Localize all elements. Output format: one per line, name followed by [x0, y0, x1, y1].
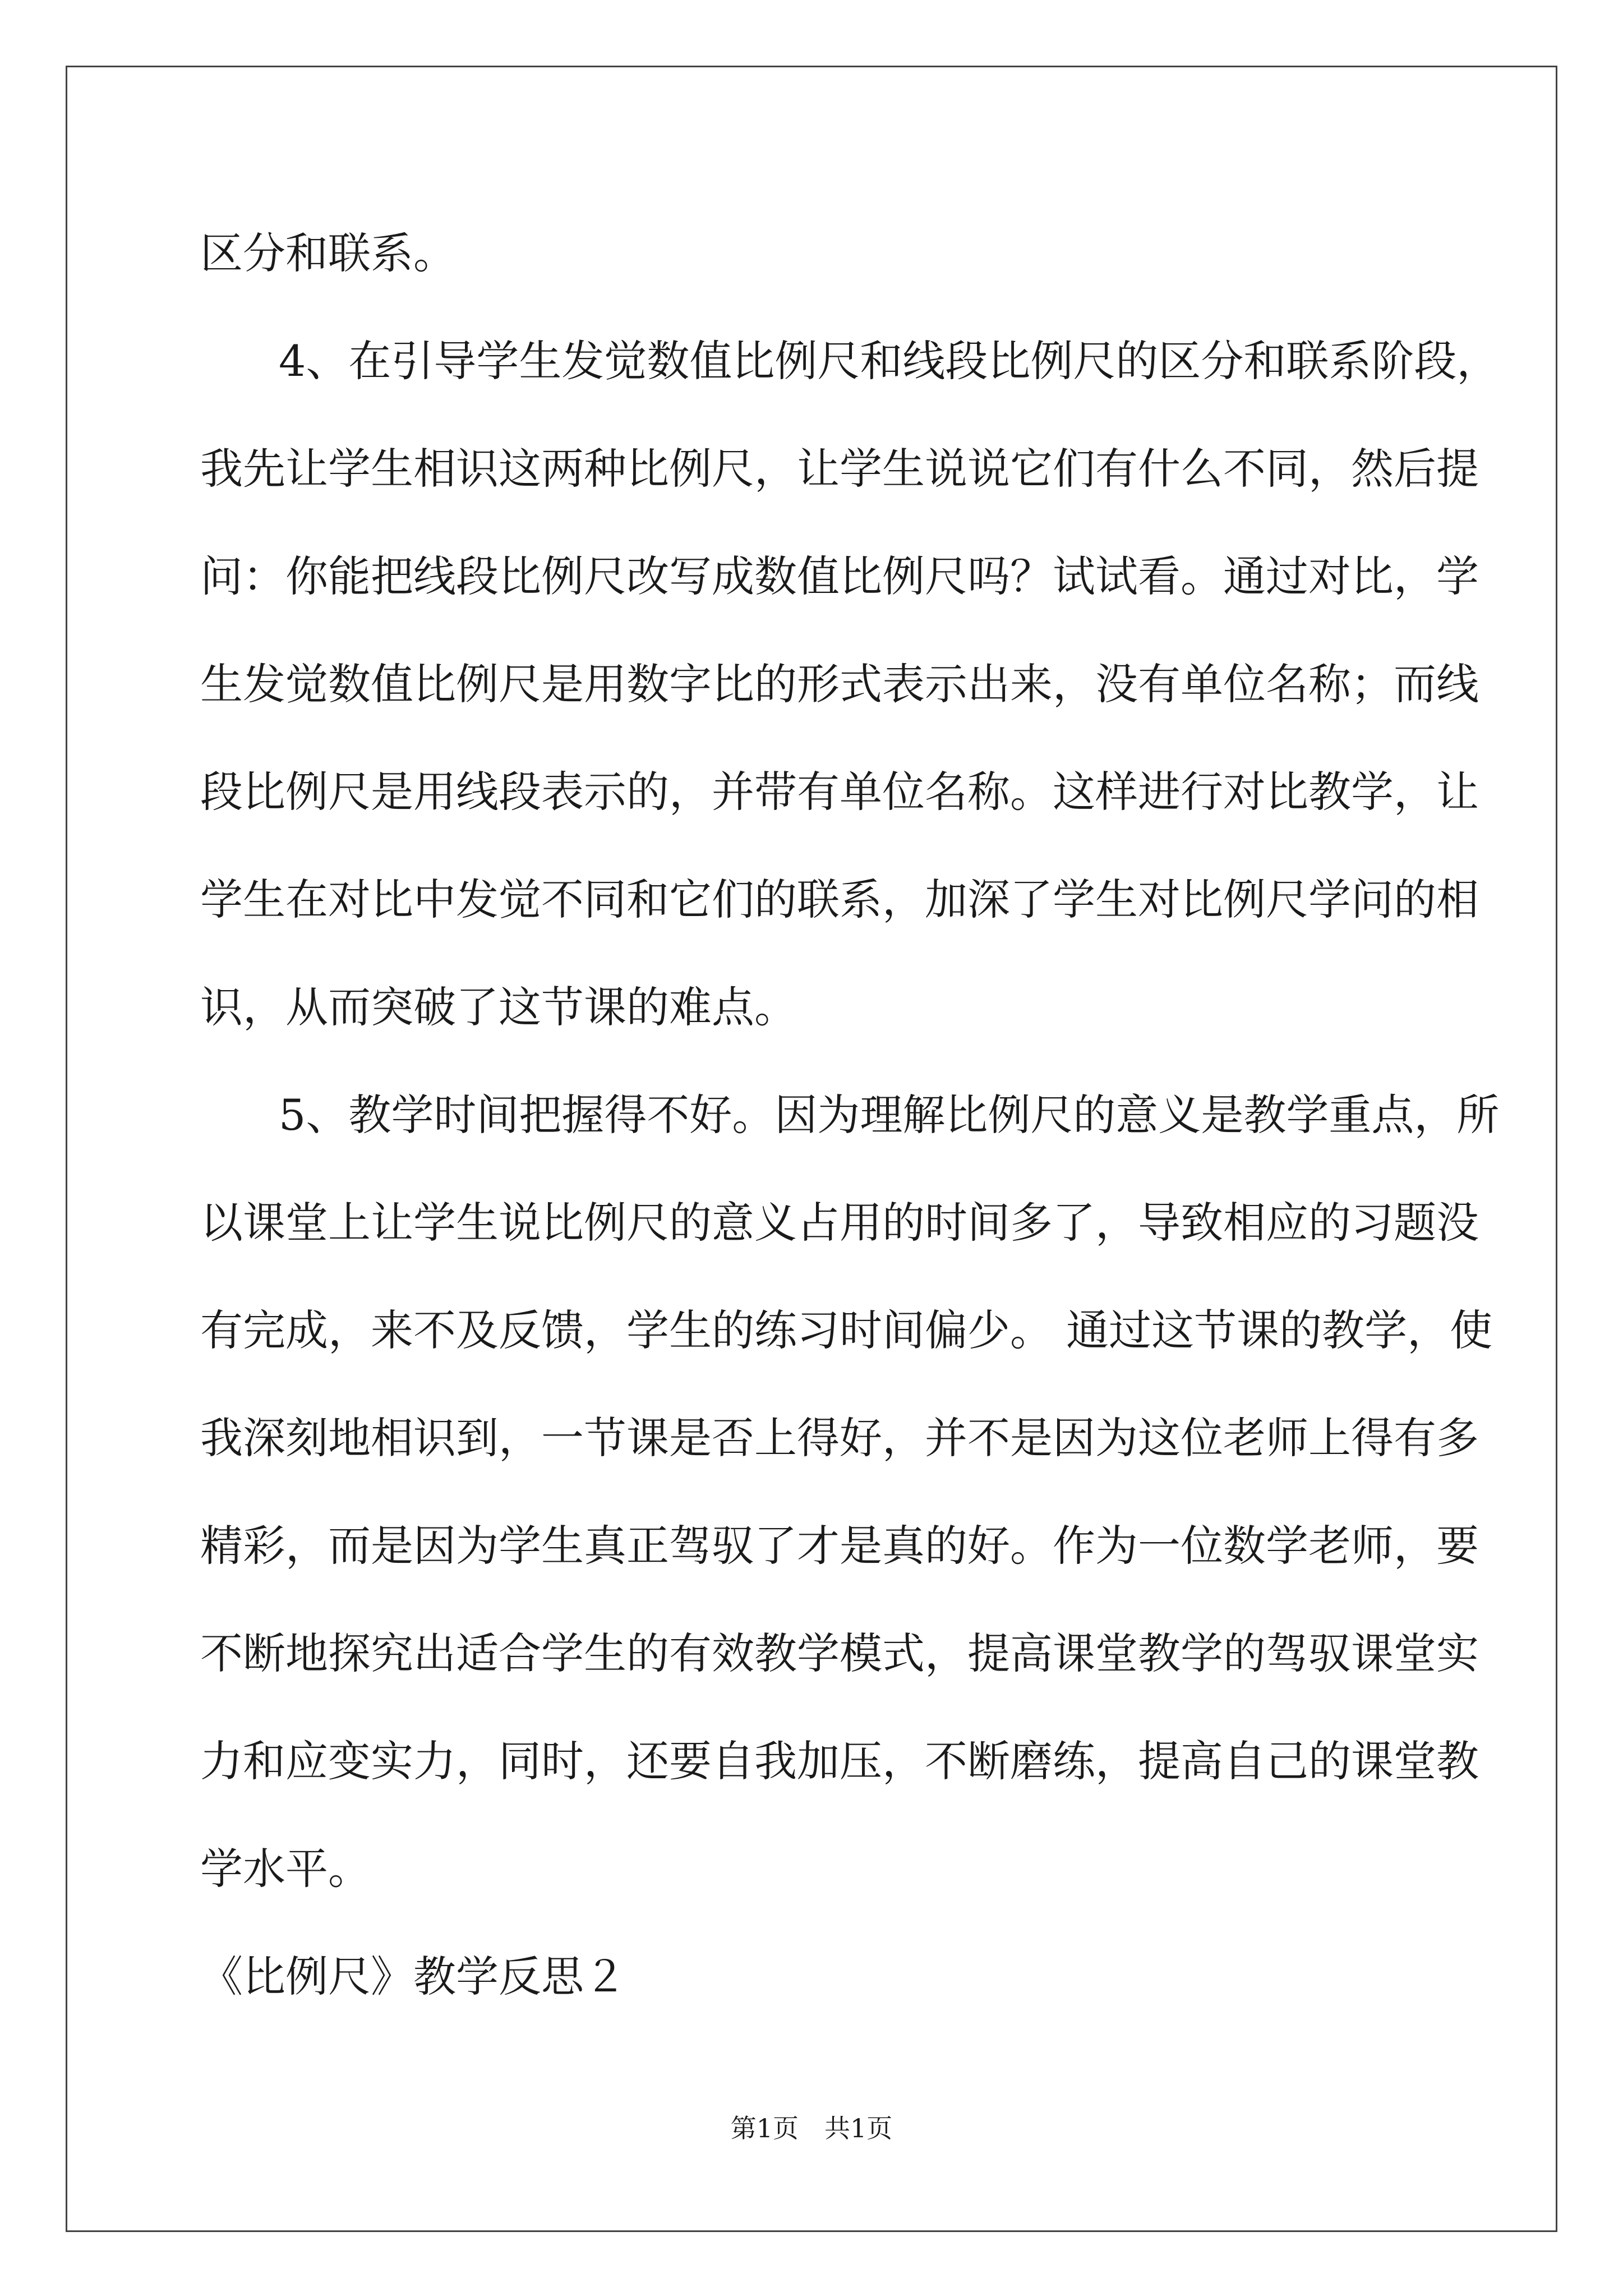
text-line: 有完成，来不及反馈，学生的练习时间偏少。 通过这节课的教学，使 — [200, 1305, 1493, 1355]
text-line: 4、在引导学生发觉数值比例尺和线段比例尺的区分和联系阶段， — [279, 336, 1500, 386]
text-line: 学水平。 — [200, 1844, 371, 1894]
text-line: 识，从而突破了这节课的难点。 — [200, 982, 797, 1032]
text-line: 精彩，而是因为学生真正驾驭了才是真的好。作为一位数学老师，要 — [200, 1521, 1479, 1571]
text-line: 问：你能把线段比例尺改写成数值比例尺吗？试试看。通过对比，学 — [200, 551, 1479, 601]
page-footer: 第1页 共1页 — [730, 2113, 893, 2143]
text-line: 生发觉数值比例尺是用数字比的形式表示出来，没有单位名称；而线 — [200, 659, 1479, 709]
text-line: 我深刻地相识到，一节课是否上得好，并不是因为这位老师上得有多 — [200, 1413, 1479, 1463]
text-line: 我先让学生相识这两种比例尺，让学生说说它们有什么不同，然后提 — [200, 444, 1479, 494]
text-line: 不断地探究出适合学生的有效教学模式，提高课堂教学的驾驭课堂实 — [200, 1628, 1479, 1678]
text-line: 力和应变实力，同时，还要自我加压，不断磨练，提高自己的课堂教 — [200, 1736, 1479, 1786]
text-line: 段比例尺是用线段表示的，并带有单位名称。这样进行对比教学，让 — [200, 767, 1479, 817]
text-line: 区分和联系。 — [200, 228, 456, 278]
section-heading: 《比例尺》教学反思２ — [200, 1952, 626, 2001]
text-line: 学生在对比中发觉不同和它们的联系，加深了学生对比例尺学问的相 — [200, 875, 1479, 924]
text-line: 5、教学时间把握得不好。因为理解比例尺的意义是教学重点，所 — [279, 1090, 1500, 1140]
page-border — [66, 66, 1557, 2232]
text-line: 以课堂上让学生说比例尺的意义占用的时间多了，导致相应的习题没 — [200, 1198, 1479, 1248]
